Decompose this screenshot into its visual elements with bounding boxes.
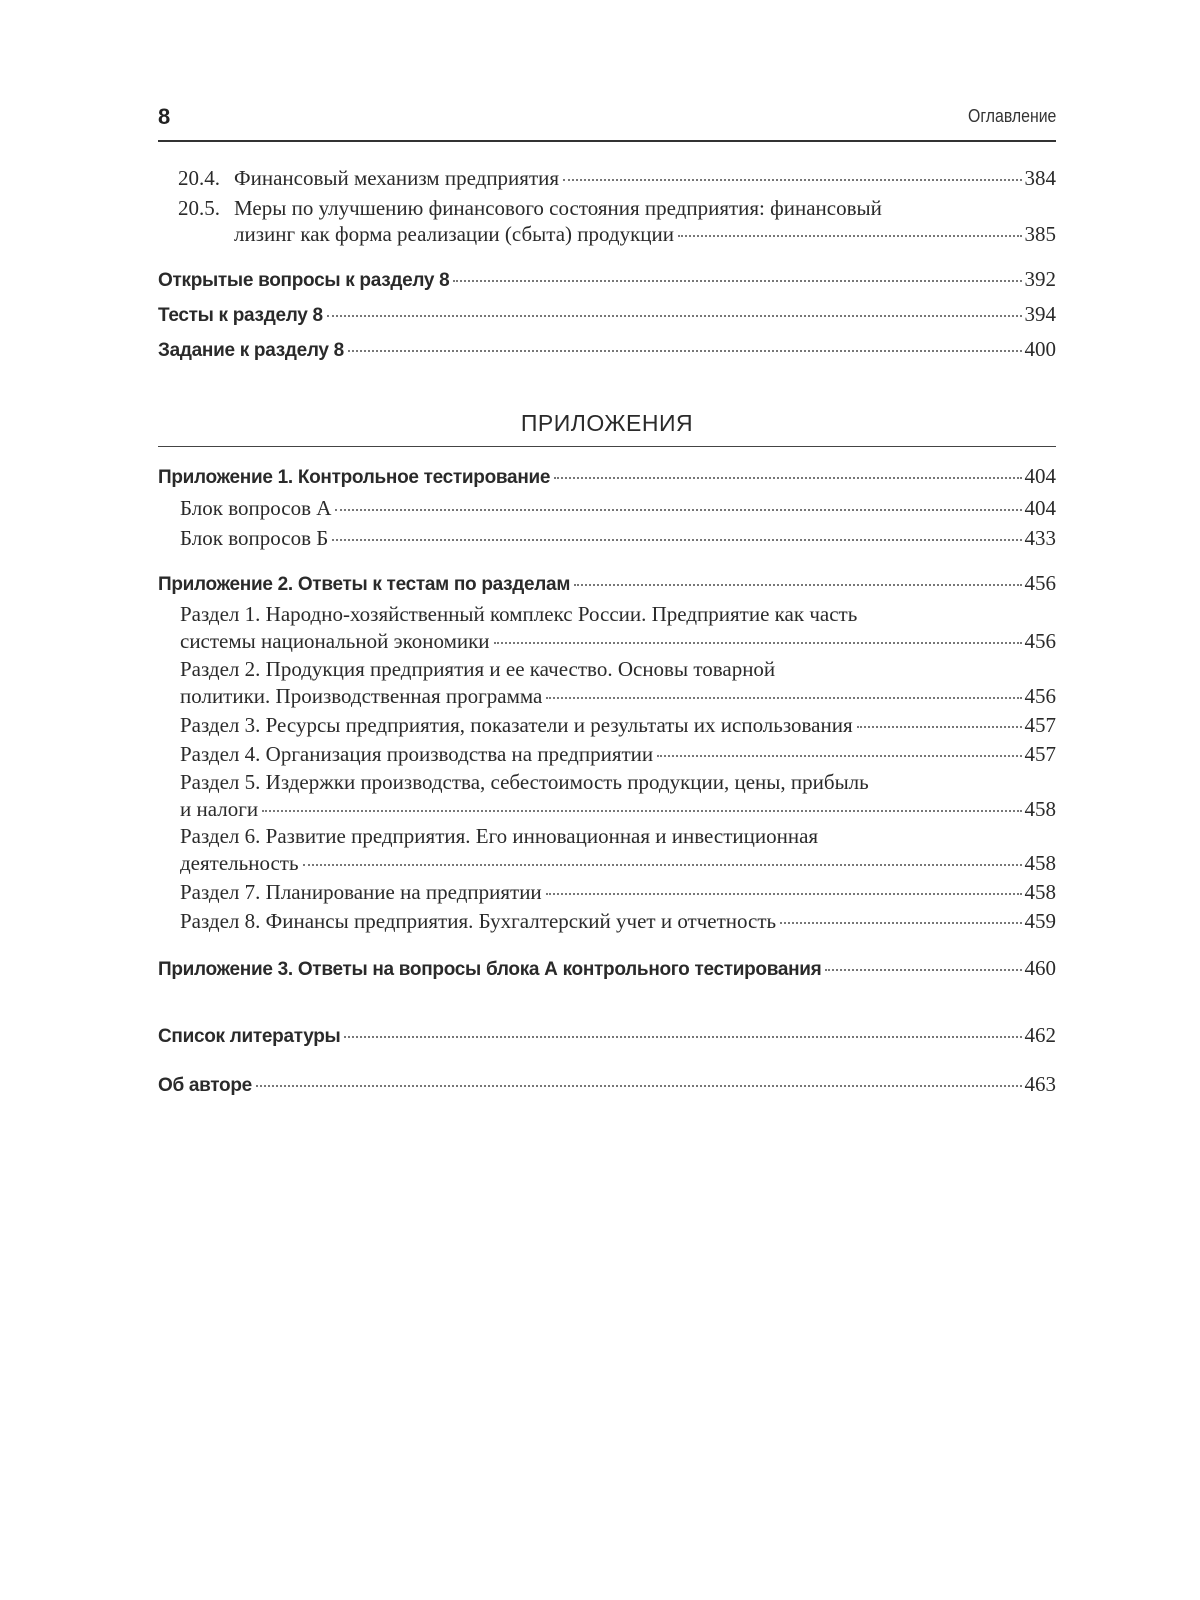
entry-title: Раздел 3. Ресурсы предприятия, показатели и результаты их использования <box>180 713 853 737</box>
dot-leader <box>327 315 1022 317</box>
entry-page: 458 <box>1024 797 1056 821</box>
dot-leader <box>344 1036 1021 1038</box>
entry-title-cont: деятельность <box>180 851 299 875</box>
running-title: Оглавление <box>967 106 1056 126</box>
entry-title-cont: политики. Производственная программа <box>180 684 543 708</box>
toc-entry-appendix-2[interactable] <box>158 569 1056 599</box>
toc-entry-assignment[interactable] <box>158 335 1056 365</box>
entry-title: Список литературы <box>158 1026 341 1047</box>
toc-entry-open-questions[interactable] <box>158 265 1056 295</box>
entry-title: Финансовый механизм предприятия <box>234 166 560 190</box>
toc-entry-section-5-line1[interactable]: Раздел 5. Издержки производства, себестоимость продукции, цены, прибыль <box>180 770 869 794</box>
toc-entry-section-5[interactable] <box>180 795 1056 823</box>
toc-entry-section-8[interactable] <box>180 907 1056 935</box>
page-number: 8 <box>158 104 171 129</box>
dot-leader <box>857 726 1022 728</box>
entry-title: Открытые вопросы к разделу 8 <box>158 270 450 291</box>
dot-leader <box>546 697 1021 699</box>
dot-leader <box>554 477 1021 479</box>
toc-entry-20-5[interactable] <box>234 220 1056 248</box>
entry-page: 459 <box>1024 909 1056 933</box>
entry-page: 460 <box>1024 956 1056 980</box>
toc-entry-appendix-1[interactable] <box>158 462 1056 492</box>
entry-page: 457 <box>1024 713 1056 737</box>
dot-leader <box>657 755 1021 757</box>
entry-title: Блок вопросов Б <box>180 526 329 550</box>
entry-number: 20.4. <box>178 166 220 190</box>
toc-entry-20-4[interactable] <box>178 164 1056 192</box>
dot-leader <box>303 864 1022 866</box>
entry-title: Раздел 8. Финансы предприятия. Бухгалтерский учет и отчетность <box>180 909 777 933</box>
toc-entry-section-7[interactable] <box>180 878 1056 906</box>
entry-number: 20.5. <box>178 196 220 220</box>
entry-page: 458 <box>1024 880 1056 904</box>
dot-leader <box>348 350 1022 352</box>
toc-entry-appendix-3[interactable] <box>158 954 1056 984</box>
entry-title: Меры по улучшению финансового состояния предприятия: финансовый <box>234 196 882 220</box>
entry-page: 400 <box>1024 337 1056 361</box>
dot-leader <box>453 280 1021 282</box>
entry-title: Тесты к разделу 8 <box>158 305 323 326</box>
entry-page: 458 <box>1024 851 1056 875</box>
dot-leader <box>780 922 1021 924</box>
toc-entry-section-6-line1[interactable]: Раздел 6. Развитие предприятия. Его инновационная и инвестиционная <box>180 824 819 848</box>
toc-entry-about-author[interactable] <box>158 1070 1056 1100</box>
entry-title: Блок вопросов А <box>180 496 332 520</box>
entry-title: Приложение 3. Ответы на вопросы блока А контрольного тестирования <box>158 959 822 980</box>
entry-page: 463 <box>1024 1072 1056 1096</box>
running-header <box>158 100 1056 142</box>
entry-page: 433 <box>1024 526 1056 550</box>
dot-leader <box>546 893 1022 895</box>
entry-page: 394 <box>1024 302 1056 326</box>
entry-title: Приложение 2. Ответы к тестам по разделам <box>158 574 571 595</box>
appendices-heading: ПРИЛОЖЕНИЯ <box>158 410 1056 447</box>
dot-leader <box>256 1085 1022 1087</box>
toc-entry-section-1[interactable] <box>180 627 1056 655</box>
entry-page: 457 <box>1024 742 1056 766</box>
entry-page: 456 <box>1024 629 1056 653</box>
entry-page: 404 <box>1024 496 1056 520</box>
entry-title: Об авторе <box>158 1075 252 1096</box>
entry-title-cont: и налоги <box>180 797 259 821</box>
entry-title-cont: системы национальной экономики <box>180 629 490 653</box>
toc-entry-section-2[interactable] <box>180 682 1056 710</box>
toc-entry-section-1-line1[interactable]: Раздел 1. Народно-хозяйственный комплекс России. Предприятие как часть <box>180 602 858 626</box>
toc-entry-block-b[interactable] <box>180 524 1056 552</box>
entry-title: Раздел 4. Организация производства на предприятии <box>180 742 654 766</box>
toc-entry-section-6[interactable] <box>180 849 1056 877</box>
toc-entry-section-3[interactable] <box>180 711 1056 739</box>
toc-entry-section-2-line1[interactable]: Раздел 2. Продукция предприятия и ее качество. Основы товарной <box>180 657 776 681</box>
toc-entry-bibliography[interactable] <box>158 1021 1056 1051</box>
entry-page: 392 <box>1024 267 1056 291</box>
dot-leader <box>825 969 1021 971</box>
dot-leader <box>678 235 1022 237</box>
entry-page: 404 <box>1024 464 1056 488</box>
toc-entry-tests[interactable] <box>158 300 1056 330</box>
dot-leader <box>574 584 1021 586</box>
entry-page: 462 <box>1024 1023 1056 1047</box>
entry-title: Раздел 7. Планирование на предприятии <box>180 880 542 904</box>
entry-title-cont: лизинг как форма реализации (сбыта) продукции <box>234 222 674 246</box>
dot-leader <box>494 642 1022 644</box>
dot-leader <box>332 539 1021 541</box>
entry-page: 456 <box>1024 571 1056 595</box>
entry-title: Задание к разделу 8 <box>158 340 344 361</box>
dot-leader <box>262 810 1021 812</box>
dot-leader <box>335 509 1021 511</box>
entry-page: 384 <box>1024 166 1056 190</box>
toc-entry-20-5-line1[interactable] <box>178 194 882 222</box>
toc-entry-block-a[interactable] <box>180 494 1056 522</box>
entry-page: 456 <box>1024 684 1056 708</box>
entry-title: Приложение 1. Контрольное тестирование <box>158 467 551 488</box>
toc-entry-section-4[interactable] <box>180 740 1056 768</box>
entry-page: 385 <box>1024 222 1056 246</box>
dot-leader <box>563 179 1021 181</box>
